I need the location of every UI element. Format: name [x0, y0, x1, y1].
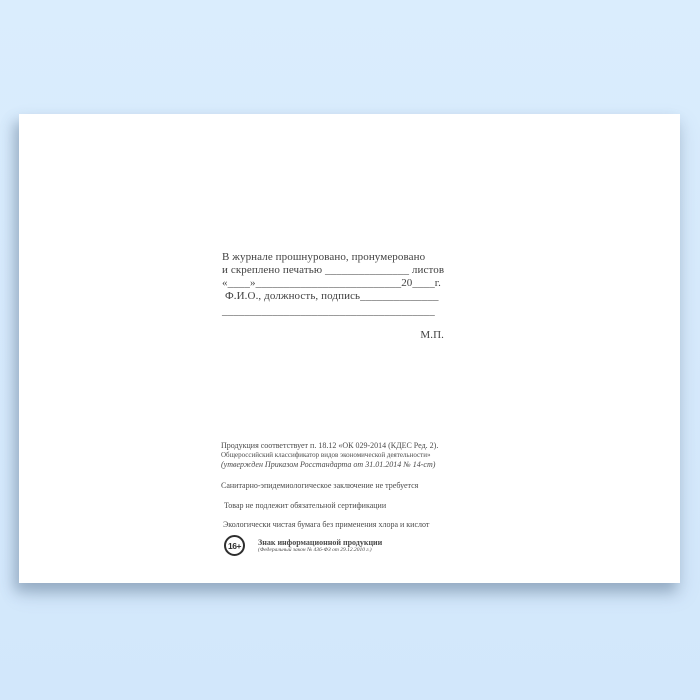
cert-line-5: ______________________________________ — [222, 305, 435, 317]
compliance-info-block — [221, 441, 438, 556]
info-sign-text — [258, 535, 382, 554]
stamp-placeholder: М.П. — [420, 329, 444, 341]
cert-line-2: и скреплено печатью _______________ листов — [222, 264, 445, 276]
cert-line-1: В журнале прошнуровано, пронумеровано — [222, 251, 426, 263]
certification-statement: Товар не подлежит обязательной сертификации — [224, 501, 387, 510]
info-sign-label: Знак информационной продукции — [258, 538, 383, 547]
cert-line-3: «____»__________________________20____г. — [222, 277, 442, 289]
sanitary-statement: Санитарно-эпидемиологическое заключение не требуется — [221, 481, 419, 490]
info-sign-law-reference: (Федеральный закон № 436-ФЗ от 29.12.2010 г.) — [258, 547, 372, 553]
cert-line-4: Ф.И.О., должность, подпись______________ — [225, 290, 439, 302]
classifier-line-1: Продукция соответствует п. 18.12 «ОК 029-2014 (КДЕС Ред. 2). — [221, 441, 439, 450]
binding-certification-block — [222, 251, 448, 342]
classifier-line-2: Общероссийский классификатор видов экономической деятельности» — [221, 451, 431, 459]
age-rating-16plus-icon: 16+ — [224, 535, 245, 556]
eco-statement: Экологически чистая бумага без применения хлора и кислот — [223, 520, 430, 529]
paper-sheet — [19, 114, 680, 583]
classifier-line-3: (утвержден Приказом Росстандарта от 31.01.2014 № 14-ст) — [221, 460, 436, 469]
age-rating-row — [221, 535, 438, 556]
